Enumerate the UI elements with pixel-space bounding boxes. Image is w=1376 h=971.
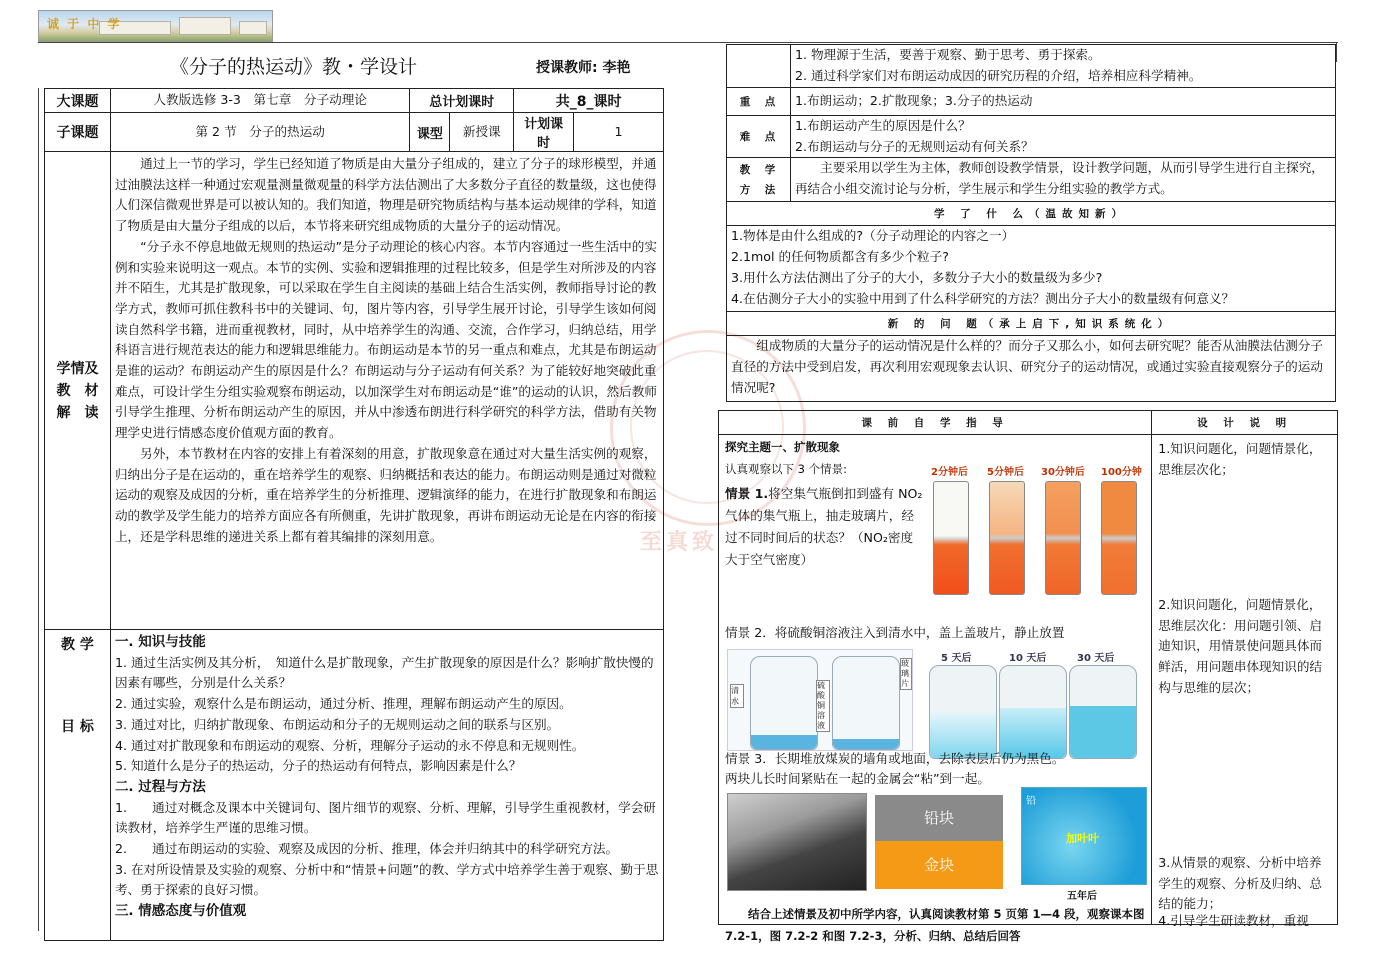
cuso4-label: 硫酸铜溶液 <box>816 680 830 732</box>
goals-label <box>45 630 111 941</box>
design-note-1: 1.知识问题化，问题情景化，思维层次化； <box>1158 441 1322 477</box>
cuso4-jar-30days <box>1069 665 1137 759</box>
water-label: 清水 <box>730 684 744 708</box>
emotion-item: 2. 通过科学家们对布朗运动成因的研究历程的介绍，培养相应科学精神。 <box>794 67 1202 83</box>
goals-heading-emotion: 三. 情感态度与价值观 <box>114 903 247 920</box>
new-question-header: 新 的 问 题（承上启下,知识系统化） <box>727 312 1336 336</box>
difficulty-item: 1.布朗运动产生的原因是什么？ <box>794 118 971 133</box>
school-banner-image <box>38 10 273 42</box>
course-value: 人教版选修 3-3 第七章 分子动理论 <box>110 89 409 113</box>
difficulty-item: 2.布朗运动与分子的无规则运动有何关系？ <box>794 138 1034 154</box>
gold-block: 金块 <box>875 841 1003 889</box>
scene-1 <box>725 483 925 571</box>
emotion-content <box>790 45 1335 88</box>
analysis-paragraph-1: 通过上一节的学习，学生已经知道了物质是由大量分子组成的，建立了分子的球形模型，并通过油膜法这样一种通过宏观量测量微观量的科学方法估测出了大多数分子直径的数量级，这也使得人们深信微观世界是可以被认知的。我们知道，物理是研究物质结构与基本运动规律的学科，知道了物质是由大量分子组成的以后，本节将来研究组成物质的大量分子的运动情况。 <box>114 156 657 234</box>
guide-content <box>719 435 1152 943</box>
years-label: 五年后 <box>1067 891 1097 902</box>
beaker-shape <box>750 656 818 750</box>
coal-wall-photo <box>727 793 867 891</box>
emotion-item: 1. 物理源于生活，要善于观察、勤于思考、勇于探索。 <box>794 47 1101 62</box>
goal-item: 1. 通过生活实例及其分析， 知道什么是扩散现象，产生扩散现象的原因是什么？影响扩散快慢的因素有哪些，分别是什么关系？ <box>114 654 654 691</box>
guide-header: 课 前 自 学 指 导 <box>719 411 1152 435</box>
analysis-label: 学情及 教 材 解 读 <box>45 152 111 630</box>
review-item: 3.用什么方法估测出了分子的大小，多数分子大小的数量级为多少? <box>731 269 1103 285</box>
metal-diffusion-photo <box>1021 787 1147 885</box>
goal-item: 2. 通过布朗运动的实验、观察及成因的分析、推理，体会并归纳其中的科学研究方法。 <box>114 841 619 857</box>
left-border <box>38 88 39 931</box>
design-note-4: 4.引导学生研读教材，重视 <box>1158 913 1309 928</box>
lesson-info-table <box>44 88 664 941</box>
tube-label: 5分钟后 <box>987 467 1024 478</box>
banner-text: 诚 于 中 学 <box>47 17 122 31</box>
lesson-type-value: 新授课 <box>450 113 514 152</box>
scene-3-line-1: 情景 3．长期堆放煤炭的墙角或地面，去除表层后仍为黑色。 <box>725 751 1065 766</box>
goals-content <box>110 630 663 941</box>
new-question-text: 组成物质的大量分子的运动情况是什么样的？而分子又那么小，如何去研究呢？能否从油膜法估测分子直径的方法中受到启发，再次利用宏观现象去认识、研究分子的运动情况，或通过实验直接观察分子的运动情况呢? <box>727 336 1336 402</box>
analysis-paragraph-2: “分子永不停息地做无规则的热运动”是分子动理论的核心内容。本节内容通过一些生活中的实例和实验来说明这一观点。本节的实例、实验和逻辑推理的过程比较多，但是学生对所涉及的内容并不陌生，尤其是扩散现象，可以采取在学生自主阅读的基础上结合生活实例，教师指导讨论的教学方式，教师可抓住教科书中的关键词、句，图片等内容，引导学生展开讨论，引导学生该如何阅读自然科学书籍，进而重视教材，同时，从中培养学生的沟通、交流，合作学习，归纳总结，用学科语言进行规范表达的能力和逻辑思维能力。布朗运动是本节的另一重点和难点，尤其是布朗运动是谁的运动？布朗运动产生的原因是什么？布朗运动与分子运动有何关系？为了能较好地突破此重难点，可设计学生分组实验观察布朗运动，以加深学生对布朗运动是“谁”的运动的认识，然后教师引导学生推理、分析布朗运动产生的原因，并从中渗透布朗进行科学研究的科学方法，借助有关物理学史进行情感态度价值观方面的教育。 <box>114 238 657 441</box>
review-item: 1.物体是由什么组成的?（分子动理论的内容之一） <box>731 228 1015 244</box>
cuso4-jar-5days <box>929 665 997 759</box>
design-notes <box>1152 435 1338 928</box>
no2-tube-2min <box>933 481 969 595</box>
metal-diffusion-center: 加叶叶 <box>1066 832 1099 845</box>
lead-block: 铅块 <box>875 795 1003 841</box>
design-note-3: 3.从情景的观察、分析中培养学生的观察、分析及归纳、总结的能力； <box>1158 855 1322 912</box>
goal-item: 4. 通过对扩散现象和布朗运动的观察、分析，理解分子运动的永不停息和无规则性。 <box>114 737 585 753</box>
no2-tube-30min <box>1045 481 1081 595</box>
goal-item: 5. 知道什么是分子的热运动，分子的热运动有何特点，影响因素是什么？ <box>114 758 522 774</box>
course-label: 大课题 <box>45 89 111 113</box>
tube-label: 30分钟后 <box>1041 467 1085 478</box>
no2-tube-5min <box>989 481 1025 595</box>
right-border <box>1336 42 1337 62</box>
tube-label: 100分钟 <box>1101 467 1142 478</box>
goals-label-top: 教 学 <box>61 637 94 653</box>
review-content <box>727 226 1336 312</box>
sub-topic-value: 第 2 节 分子的热运动 <box>110 113 409 152</box>
design-header: 设 计 说 明 <box>1152 411 1338 435</box>
tube-label: 2分钟后 <box>931 467 968 478</box>
planned-hours-label: 计划课时 <box>514 113 574 152</box>
key-points-value: 1.布朗运动；2.扩散现象；3.分子的热运动 <box>790 88 1335 116</box>
planned-hours-value: 1 <box>574 113 664 152</box>
goals-heading-process: 二. 过程与方法 <box>114 778 206 795</box>
goals-heading-knowledge: 一. 知识与技能 <box>114 634 206 650</box>
difficulty-content <box>790 116 1335 158</box>
scene-1-label: 情景 1. <box>725 486 769 501</box>
method-label: 教 学 方 法 <box>727 158 791 202</box>
goal-item: 3. 通过对比，归纳扩散现象、布朗运动和分子的无规则运动之间的联系与区别。 <box>114 716 560 732</box>
method-value: 主要采用以学生为主体，教师创设教学情景，设计教学问题，从而引导学生进行自主探究，再结合小组交流讨论与分析，学生展示和学生分组实验的教学方式。 <box>790 158 1335 202</box>
design-note-2: 2.知识问题化，问题情景化，思维层次化：用问题引领、启迪知识，用情景使问题具体而鲜活，用问题串体现知识的结构与思维的层次； <box>1158 597 1322 695</box>
review-item: 2.1mol 的任何物质都含有多少个粒子? <box>731 249 949 265</box>
goal-item: 2. 通过实验，观察什么是布朗运动，通过分析、推理，理解布朗运动产生的原因。 <box>114 696 572 712</box>
review-header: 学 了 什 么（温故知新） <box>727 202 1336 226</box>
sub-topic-label: 子课题 <box>45 113 111 152</box>
total-hours-label: 总计划课时 <box>410 89 514 113</box>
analysis-paragraph-3: 另外，本节教材在内容的安排上有着深刻的用意，扩散现象意在通过对大量生活实例的观察，归纳出分子是在运动的，重在培养学生的观察、归纳概括和表达的能力。布朗运动则是通过对微粒运动的观察及成因的分析，重在培养学生的分析推理、逻辑演绎的能力，在进行扩散现象和布朗运动的教学及学生能力的培养方面应各有所侧重，先讲扩散现象，再讲布朗运动无论是在内容的衔接上，还是学科思维的递进关系上都有着其编排的深刻用意。 <box>114 445 657 544</box>
difficulty-label: 难 点 <box>727 116 791 158</box>
metal-diffusion-mark: 铅 <box>1026 796 1036 807</box>
review-item: 4.在估测分子大小的实验中用到了什么科学研究的方法？测出分子大小的数量级有何意义？ <box>731 290 1235 306</box>
self-study-table <box>718 410 1338 943</box>
header-rule <box>38 42 1338 43</box>
scene-1-text: 将空集气瓶倒扣到盛有 NO₂气体的集气瓶上，抽走玻璃片，经过不同时间后的状态？（NO₂密度大于空气密度） <box>725 486 923 567</box>
beaker-shape <box>832 656 900 750</box>
cuso4-jar-10days <box>999 665 1067 759</box>
no2-tube-100min <box>1101 481 1137 595</box>
goal-item: 3. 在对所设情景及实验的观察、分析中和“情景+问题”的教、学方式中培养学生善于观察、勤于思考、勇于探索的良好习惯。 <box>114 861 659 898</box>
jar-label: 10 天后 <box>1009 653 1047 664</box>
topic-title: 探究主题一、扩散现象 <box>725 440 840 454</box>
glass-label: 玻璃片 <box>900 658 912 690</box>
teacher-name: 授课教师: 李艳 <box>536 60 631 76</box>
building-shape <box>239 21 267 35</box>
building-shape <box>179 17 231 35</box>
goal-item: 1. 通过对概念及课本中关键词句、图片细节的观察、分析、理解，引导学生重视教材，学会研读教材，培养学生严谨的思维习惯。 <box>114 799 656 836</box>
analysis-content <box>110 152 663 630</box>
goals-label-bottom: 目 标 <box>61 719 94 735</box>
lesson-type-label: 课型 <box>410 113 450 152</box>
key-points-label: 重 点 <box>727 88 791 116</box>
jar-label: 5 天后 <box>941 653 972 664</box>
scene-3-line-2: 两块儿长时间紧贴在一起的金属会“粘”到一起。 <box>725 771 990 786</box>
scene-2: 情景 2．将硫酸铜溶液注入到清水中，盖上盖玻片，静止放置 <box>725 625 1065 640</box>
total-hours-value: 共_8_课时 <box>514 89 664 113</box>
right-info-table <box>726 44 1336 402</box>
observe-text: 认真观察以下 3 个情景: <box>725 462 848 476</box>
page-title: 《分子的热运动》教・学设计 <box>170 56 418 78</box>
watermark-text: 至真致 <box>640 530 719 555</box>
emotion-blank-cell <box>727 45 791 88</box>
cuso4-apparatus-image <box>727 649 913 751</box>
jar-label: 30 天后 <box>1077 653 1115 664</box>
reading-instruction: 结合上述情景及初中所学内容，认真阅读教材第 5 页第 1—4 段，观察课本图 7.2-1，图 7.2-2 和图 7.2-3，分析、归纳、总结后回答 <box>725 907 1145 943</box>
